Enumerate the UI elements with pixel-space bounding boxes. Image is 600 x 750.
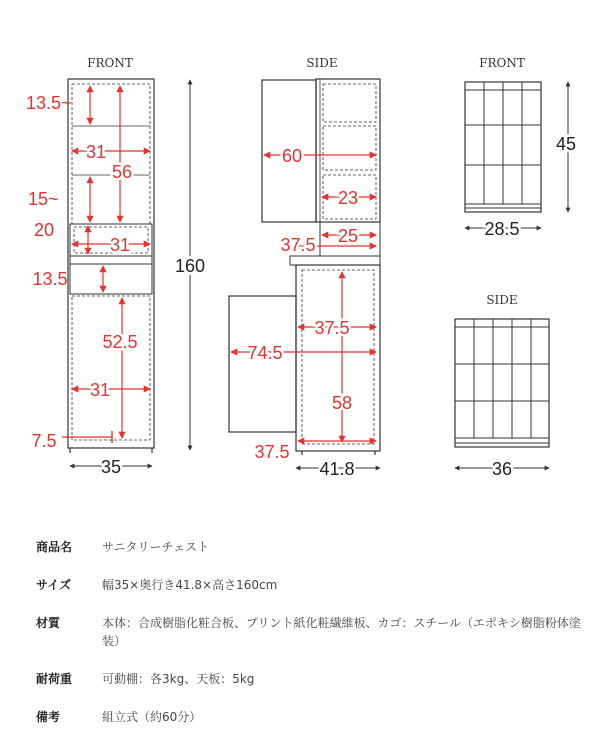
dim-31-top: 31 xyxy=(85,142,107,162)
dim-58: 58 xyxy=(331,393,353,413)
dim-56: 56 xyxy=(111,162,133,182)
side-cabinet xyxy=(229,79,380,455)
spec-row-notes xyxy=(36,708,584,726)
dim-35: 35 xyxy=(100,457,122,477)
dim-52-5: 52.5 xyxy=(102,332,138,352)
spec-table xyxy=(36,538,584,726)
spec-row-name xyxy=(36,538,584,556)
dim-13-5-tilde: 13.5~ xyxy=(26,93,72,113)
dim-20: 20 xyxy=(33,220,55,240)
dim-28-5: 28.5 xyxy=(484,219,520,239)
dim-15-tilde: 15~ xyxy=(28,189,59,209)
spec-label: 備考 xyxy=(36,710,61,724)
dim-45: 45 xyxy=(555,134,577,154)
front-cabinet xyxy=(68,79,154,453)
spec-label: 材質 xyxy=(36,616,61,630)
dim-37-5-c: 37.5 xyxy=(254,442,290,462)
spec-label: サイズ xyxy=(36,578,72,592)
side-view-title: SIDE xyxy=(306,56,338,70)
basket-front-dims xyxy=(465,82,568,228)
dim-31-bot: 31 xyxy=(89,380,111,400)
spec-value: 可動棚：各3kg、天板：5kg xyxy=(102,672,255,686)
spec-value: サニタリーチェスト xyxy=(102,540,210,554)
spec-row-material xyxy=(36,614,584,650)
spec-value: 幅35×奥行き41.8×高さ160cm xyxy=(102,578,278,592)
spec-label: 商品名 xyxy=(36,540,73,554)
spec-value: 本体：合成樹脂化粧合板、プリント紙化粧繊維板、カゴ：スチール（エポキシ樹脂粉体塗装） xyxy=(102,616,581,648)
dim-74-5: 74.5 xyxy=(247,343,283,363)
dim-31-mid: 31 xyxy=(109,235,131,255)
dim-37-5-a: 37.5 xyxy=(280,235,316,255)
dim-7-5: 7.5 xyxy=(31,431,57,451)
basket-side-title: SIDE xyxy=(486,293,518,307)
basket-side xyxy=(455,319,549,447)
dim-25: 25 xyxy=(337,226,359,246)
dim-41-8: 41.8 xyxy=(319,459,355,479)
dim-13-5: 13.5 xyxy=(32,269,68,289)
dim-37-5-b: 37.5 xyxy=(314,318,350,338)
spec-value: 組立式（約60分） xyxy=(102,710,202,724)
basket-front-labels xyxy=(484,134,576,239)
front-black-labels xyxy=(101,256,205,477)
basket-front-title: FRONT xyxy=(479,56,525,70)
dim-23: 23 xyxy=(337,188,359,208)
spec-row-size xyxy=(36,576,584,594)
basket-front xyxy=(465,82,541,212)
dim-60: 60 xyxy=(281,146,303,166)
dim-160: 160 xyxy=(174,256,206,276)
front-red-labels xyxy=(26,93,138,451)
front-view-title: FRONT xyxy=(87,56,133,70)
dim-36: 36 xyxy=(491,459,513,479)
spec-row-load xyxy=(36,670,584,688)
spec-label: 耐荷重 xyxy=(36,672,73,686)
front-black-dims xyxy=(70,80,190,466)
